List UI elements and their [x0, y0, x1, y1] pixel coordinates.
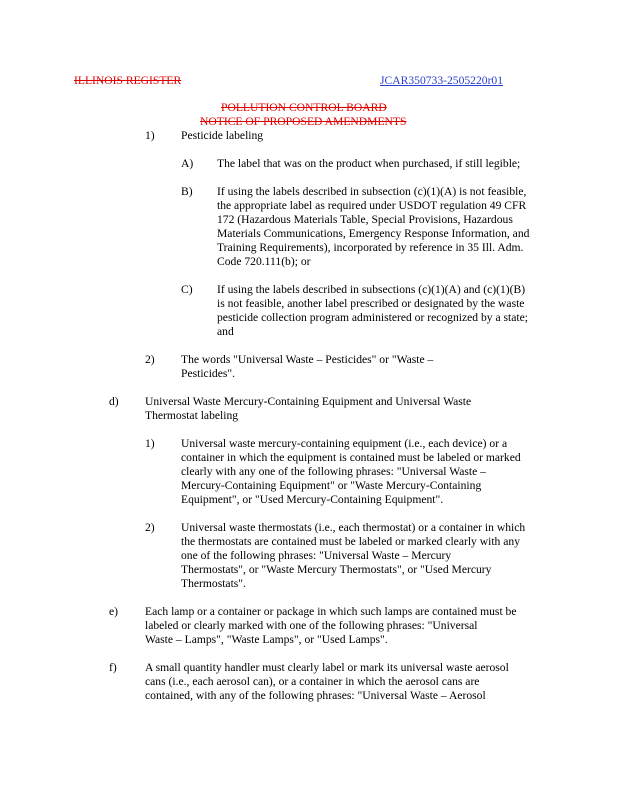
item-line: one of the following phrases: "Universal Waste – Mercury: [181, 549, 452, 562]
item-line: pesticide collection program administered or recognized by a state;: [217, 311, 528, 324]
item-line: Training Requirements), incorporated by reference in 35 Ill. Adm.: [217, 241, 524, 254]
item-line: The label that was on the product when purchased, if still legible;: [217, 157, 521, 170]
item-line: and: [217, 325, 234, 338]
item-line: Pesticides".: [181, 367, 236, 380]
item-label: 2): [145, 521, 155, 534]
item-line: cans (i.e., each aerosol can), or a container in which the aerosol cans are: [145, 675, 480, 688]
item-line: Pesticide labeling: [181, 129, 264, 142]
item-line: Universal waste mercury-containing equipment (i.e., each device) or a: [181, 437, 508, 450]
item-line: Materials Communications, Emergency Response Information, and: [217, 227, 530, 240]
item-line: clearly with any one of the following phrases: "Universal Waste –: [181, 465, 486, 478]
item-line: the appropriate label as required under USDOT regulation 49 CFR: [217, 199, 527, 212]
item-line: Universal Waste Mercury-Containing Equipment and Universal Waste: [145, 395, 472, 408]
item-label: 1): [145, 437, 155, 450]
item-line: Equipment", or "Used Mercury-Containing Equipment".: [181, 493, 444, 506]
item-line: Waste – Lamps", "Waste Lamps", or "Used Lamps".: [145, 633, 388, 646]
agency-name: POLLUTION CONTROL BOARD: [221, 101, 387, 114]
item-line: Thermostats", or "Waste Mercury Thermostats", or "Used Mercury: [181, 563, 492, 576]
item-line: container in which the equipment is contained must be labeled or marked: [181, 451, 521, 464]
jcar-code: JCAR350733-2505220r01: [380, 74, 504, 87]
item-line: Universal waste thermostats (i.e., each thermostat) or a container in which: [181, 521, 526, 534]
item-label: e): [109, 605, 119, 618]
item-label: f): [109, 661, 117, 674]
register-title: ILLINOIS REGISTER: [74, 74, 182, 87]
item-label: d): [109, 395, 119, 408]
item-line: labeled or clearly marked with one of the following phrases: "Universal: [145, 619, 478, 632]
item-line: Code 720.111(b); or: [217, 255, 311, 268]
item-line: If using the labels described in subsections (c)(1)(A) and (c)(1)(B): [217, 283, 526, 296]
item-line: Thermostat labeling: [145, 409, 239, 422]
item-label: 2): [145, 353, 155, 366]
item-label: 1): [145, 129, 155, 142]
item-line: is not feasible, another label prescribed or designated by the waste: [217, 297, 525, 310]
item-label: A): [181, 157, 194, 170]
item-line: If using the labels described in subsection (c)(1)(A) is not feasible,: [217, 185, 527, 198]
notice-title: NOTICE OF PROPOSED AMENDMENTS: [200, 115, 407, 128]
item-line: contained, with any of the following phrases: "Universal Waste – Aerosol: [145, 689, 486, 702]
item-label: C): [181, 283, 193, 296]
item-line: the thermostats are contained must be labeled or marked clearly with any: [181, 535, 520, 548]
item-line: Mercury-Containing Equipment" or "Waste Mercury-Containing: [181, 479, 482, 492]
item-line: Each lamp or a container or package in which such lamps are contained must be: [145, 605, 517, 618]
item-line: A small quantity handler must clearly label or mark its universal waste aerosol: [145, 661, 509, 674]
item-label: B): [181, 185, 193, 198]
item-line: The words "Universal Waste – Pesticides" or "Waste –: [181, 353, 434, 366]
item-line: Thermostats".: [181, 577, 246, 590]
item-line: 172 (Hazardous Materials Table, Special Provisions, Hazardous: [217, 213, 513, 226]
